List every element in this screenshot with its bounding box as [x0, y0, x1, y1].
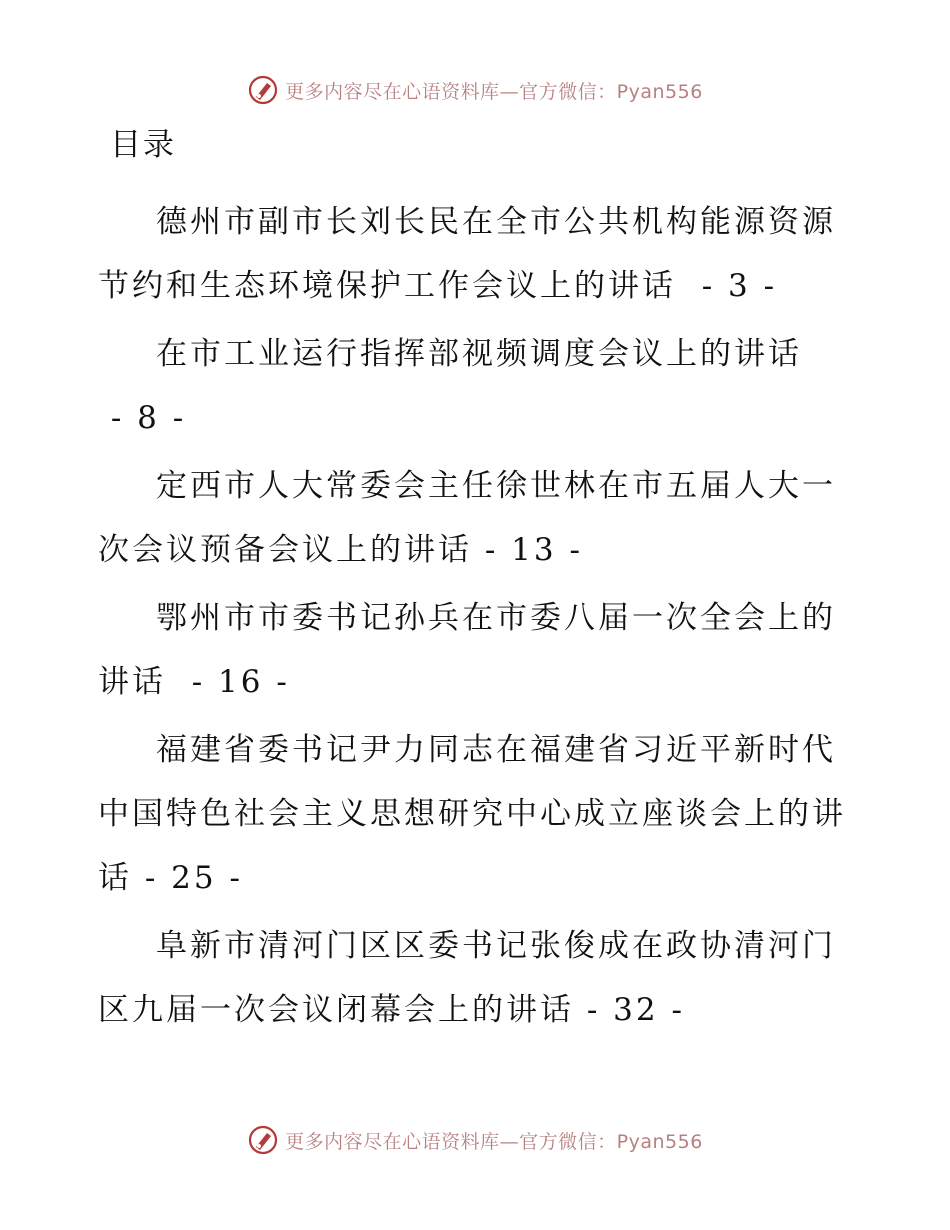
toc-entry[interactable]	[98, 914, 858, 1042]
footer-watermark	[0, 1120, 950, 1160]
toc-entry-title: 定西市人大常委会主任徐世林在市五届人大一次会议预备会议上的讲话	[98, 468, 836, 568]
toc-entry[interactable]	[98, 586, 858, 714]
toc-entry[interactable]	[98, 718, 858, 910]
toc-entry-page: - 32 -	[574, 992, 685, 1028]
pen-nib-logo-icon	[247, 74, 279, 106]
pen-nib-logo-icon	[247, 1124, 279, 1156]
toc-heading: 目录	[110, 127, 176, 163]
toc-entry-title: 德州市副市长刘长民在全市公共机构能源资源节约和生态环境保护工作会议上的讲话	[98, 204, 836, 304]
toc-entry[interactable]	[98, 454, 858, 582]
toc-entry-title: 鄂州市市委书记孙兵在市委八届一次全会上的讲话	[98, 600, 836, 700]
toc-entry-title: 阜新市清河门区区委书记张俊成在政协清河门区九届一次会议闭幕会上的讲话	[98, 928, 836, 1028]
header-watermark	[0, 70, 950, 110]
toc-entry-page: - 16 -	[166, 664, 290, 700]
table-of-contents	[98, 190, 858, 1046]
toc-entry-page: - 13 -	[472, 532, 583, 568]
footer-watermark-cn: 更多内容尽在心语资料库—官方微信：	[285, 1130, 617, 1153]
toc-entry[interactable]	[98, 190, 858, 318]
header-watermark-cn: 更多内容尽在心语资料库—官方微信：	[285, 80, 617, 103]
toc-entry-page: - 8 -	[98, 400, 187, 436]
footer-watermark-wechat: Pyan556	[616, 1130, 703, 1153]
header-watermark-wechat: Pyan556	[616, 80, 703, 103]
toc-entry-page: - 25 -	[132, 860, 243, 896]
toc-entry-title: 福建省委书记尹力同志在福建省习近平新时代中国特色社会主义思想研究中心成立座谈会上的讲话	[98, 732, 846, 896]
toc-entry-page: - 3 -	[676, 268, 778, 304]
toc-entry[interactable]	[98, 322, 858, 450]
toc-entry-title: 在市工业运行指挥部视频调度会议上的讲话	[156, 336, 802, 372]
